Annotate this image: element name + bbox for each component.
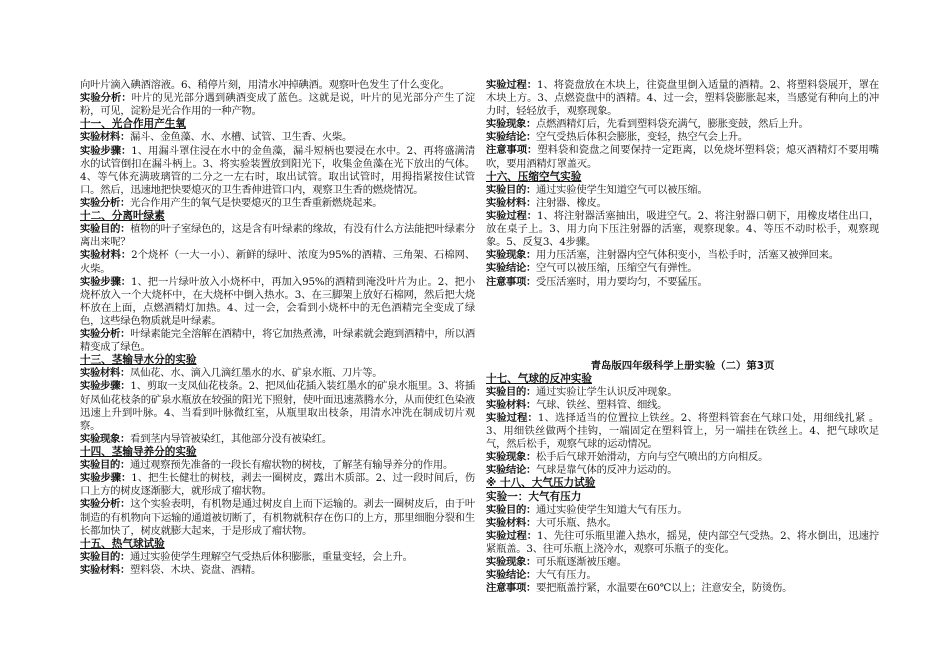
section-12-title: 十二、分离叶绿素	[80, 210, 165, 223]
intro-analysis: 实验分析：叶片的见光部分遇到碘酒变成了蓝色。这就是说，叶片的见光部分产生了淀粉，可见，淀粉是光合作用的一种产物。	[80, 92, 476, 118]
s15-process: 实验过程：1、将瓷盘放在木块上，往瓷盘里倒入适量的酒精。2、将塑料袋展开，罩在木块上方。3、点燃瓷盘中的酒精。4、过一会，塑料袋膨胀起来，当感觉有种向上的冲力时，轻轻放手，观察现象。	[486, 79, 879, 118]
s14-steps: 实验步骤：1、把生长健壮的树枝，剥去一圈树皮，露出木质部。2、过一段时间后，伤口上方的树皮逐渐膨大，就形成了瘤状物。	[80, 472, 475, 498]
s16-phenomenon: 实验现象：用力压活塞，注射器内空气体积变小，当松手时，活塞又被弹回来。	[486, 249, 839, 262]
s14-purpose: 实验目的：通过观察预先准备的一段长有瘤状物的树枝，了解茎有输导养分的作用。	[80, 459, 454, 472]
page-header: 青岛版四年级科学上册实验（二）第3页	[590, 359, 775, 372]
s18-purpose: 实验目的：通过实验使学生知道大气有压力。	[486, 503, 688, 516]
s15-materials: 实验材料：塑料袋、木块、瓷盘、酒精。	[80, 564, 262, 577]
s15-notes: 注意事项：塑料袋和瓷盘之间要保持一定距离，以免烧坏塑料袋；熄灭酒精灯不要用嘴吹，要用酒精灯罩盖灭。	[486, 144, 879, 170]
s17-materials: 实验材料：气球、铁丝、塑料管、细线。	[486, 398, 668, 411]
s11-materials: 实验材料：漏斗、金鱼藻、水、水槽、试管、卫生香、火柴。	[80, 131, 353, 144]
s13-materials: 实验材料：凤仙花、水、滴入几滴红墨水的水、矿泉水瓶、刀片等。	[80, 367, 383, 380]
left-column	[80, 79, 475, 577]
s16-materials: 实验材料：注射器、橡皮。	[486, 196, 607, 209]
s18-phenomenon: 实验现象：可乐瓶逐渐被压瘪。	[486, 556, 627, 569]
s12-materials: 实验材料：2个烧杯（一大一小）、新鲜的绿叶、浓度为95%的酒精、三角架、石棉网、火柴。	[80, 249, 475, 275]
section-14-title: 十四、茎输导养分的实验	[80, 445, 197, 458]
section-13-title: 十三、茎输导水分的实验	[80, 354, 197, 367]
s16-conclusion: 实验结论：空气可以被压缩，压缩空气有弹性。	[486, 262, 698, 275]
column-spacer	[486, 289, 879, 360]
section-17-title: 十七、气球的反冲实验	[486, 372, 592, 385]
s13-phenomenon: 实验现象：看到茎内导管被染红，其他部分没有被染红。	[80, 432, 332, 445]
s17-purpose: 实验目的：通过实验让学生认识反冲现象。	[486, 385, 678, 398]
s15-purpose: 实验目的：通过实验使学生理解空气受热后体积膨胀，重量变轻，会上升。	[80, 550, 413, 563]
s18-conclusion: 实验结论：大气有压力。	[486, 569, 597, 582]
s17-phenomenon: 实验现象：松手后气球开始滑动，方向与空气喷出的方向相反。	[486, 451, 769, 464]
s16-purpose: 实验目的：通过实验使学生知道空气可以被压缩。	[486, 183, 708, 196]
s12-analysis: 实验分析：叶绿素能完全溶解在酒精中，将它加热煮沸，叶绿素就会跑到酒精中，所以酒精变成了绿色。	[80, 328, 476, 354]
s16-process: 实验过程：1、将注射器活塞抽出，吸进空气。2、将注射器口朝下，用橡皮堵住出口，放在桌子上。3、用力向下压注射器的活塞，观察现象。4、等压不动时松手，观察现象。5、反复3、4步骤。	[486, 210, 879, 249]
s18-materials: 实验材料：大可乐瓶、热水。	[486, 516, 617, 529]
s17-conclusion: 实验结论：气球是靠气体的反冲力运动的。	[486, 464, 678, 477]
s15-conclusion: 实验结论：空气受热后体积会膨胀，变轻，热空气会上升。	[486, 131, 749, 144]
s14-analysis: 实验分析：这个实验表明，有机物是通过树皮自上而下运输的。剥去一圈树皮后，由于叶制造的有机物向下运输的通道被切断了，有机物就积存在伤口的上方，那里细胞分裂和生长都加快了，树皮就膨大起来，于是形成了瘤状物。	[80, 498, 476, 537]
right-column	[486, 79, 879, 596]
s16-notes: 注意事项：受压活塞时，用力要均匀，不要猛压。	[486, 275, 708, 288]
s17-process: 实验过程：1、选择适当的位置拉上铁丝。2、将塑料管套在气球口处，用细线扎紧 。3、用细铁丝做两个挂钩，一端固定在塑料管上，另一端挂在铁丝上。4、把气球吹足气，然后松手，观察气球的运动情况。	[486, 412, 879, 451]
s18-notes: 注意事项：要把瓶盖拧紧，水温要在60℃以上；注意安全，防烫伤。	[486, 582, 793, 595]
section-15-title: 十五、热气球试验	[80, 537, 165, 550]
intro-text: 向叶片滴入碘酒溶液。6、稍停片刻，用清水冲掉碘酒。观察叶色发生了什么变化。	[80, 79, 450, 91]
s18-process: 实验过程：1、先往可乐瓶里灌入热水，摇晃，使内部空气受热。2、将水倒出，迅速拧紧瓶盖。3、往可乐瓶上浇冷水，观察可乐瓶子的变化。	[486, 530, 879, 556]
section-18-title: ※ 十八、大气压力试验	[486, 477, 596, 490]
s11-analysis: 实验分析：光合作用产生的氧气是快要熄灭的卫生香重新燃烧起来。	[80, 196, 383, 209]
s13-steps: 实验步骤：1、剪取一支凤仙花枝条。2、把凤仙花插入装红墨水的矿泉水瓶里。3、将插好凤仙花枝条的矿泉水瓶放在较强的阳光下照射，使叶面迅速蒸腾水分，从而使红色染液迅速上升到叶脉。4、当看到叶脉微红室，从瓶里取出枝条，用清水冲洗在制成切片观察。	[80, 380, 476, 432]
section-16-title: 十六、压缩空气实验	[486, 170, 582, 183]
s12-purpose: 实验目的：植物的叶子室绿色的，这是含有叶绿素的缘故，有没有什么方法能把叶绿素分离出来呢？	[80, 223, 476, 249]
s12-steps: 实验步骤：1、把一片绿叶放入小烧杯中，再加入95%的酒精到淹没叶片为止。2、把小烧杯放入一个大烧杯中，在大烧杯中倒入热水。3、在三脚架上放好石棉网，然后把大烧杯放在上面，点燃酒精灯加热。4、过一会，会看到小烧杯中的无色酒精完全变成了绿色，这些绿色物质就是叶绿素。	[80, 275, 475, 327]
section-11-title: 十一、光合作用产生氧	[80, 118, 186, 131]
s15-phenomenon: 实验现象：点燃酒精灯后，先看到塑料袋充满气，膨胀变鼓，然后上升。	[486, 118, 809, 131]
s11-steps: 实验步骤：1、用漏斗罩住浸在水中的金鱼藻，漏斗短柄也要浸在水中。2、再将盛满清水的试管倒扣在漏斗柄上。3、将实验装置放到阳光下，收集金鱼藻在光下放出的气体。4、等气体充满玻璃管的二分之一左右时，取出试管。取出试管时，用拇指紧按住试管口。然后，迅速地把快要熄灭的卫生香伸进管口内，观察卫生香的燃烧情况。	[80, 144, 475, 196]
section-18-sub1-title: 实验一：大气有压力	[486, 490, 582, 503]
